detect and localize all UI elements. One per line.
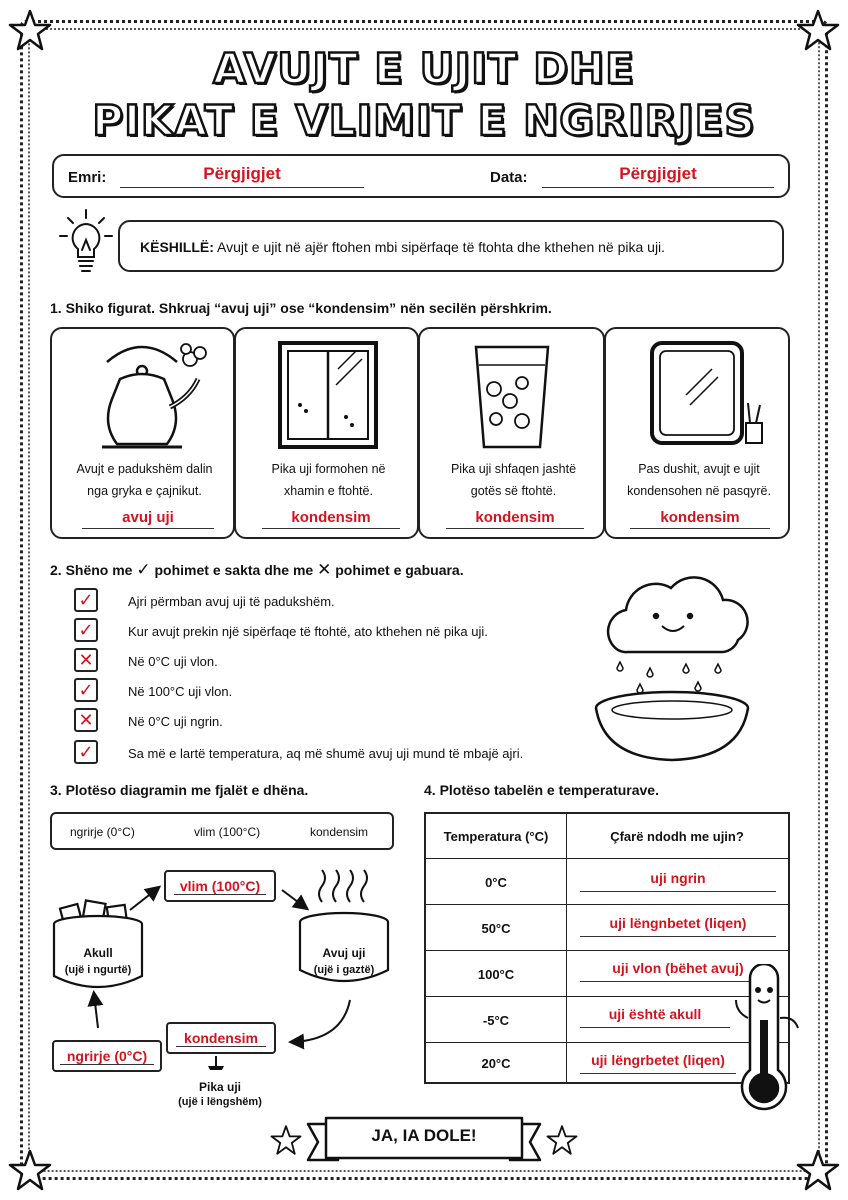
- page-title-line2: PIKAT E VLIMIT E NGRIRJES: [92, 96, 756, 145]
- q1-card-1: [50, 327, 235, 539]
- cold-glass-icon: [470, 339, 555, 454]
- diagram-condensation-answer: kondensim: [176, 1030, 266, 1047]
- q1-card-4-answer: kondensim: [660, 509, 740, 526]
- q2-statement-5: Në 0°C uji ngrin.: [128, 714, 223, 729]
- star-icon: [8, 1148, 52, 1192]
- q1-title: 1. Shiko figurat. Shkruaj “avuj uji” ose “kondensim” nën secilën përshkrim.: [50, 300, 552, 316]
- ice-label: Akull: [83, 946, 113, 960]
- table-answer-field[interactable]: [580, 870, 776, 892]
- vapor-sublabel: (ujë i gaztë): [313, 964, 375, 976]
- table-row-temp: -5°C: [482, 1012, 510, 1028]
- table-row-temp: 20°C: [481, 1055, 511, 1071]
- diagram-boil-answer: vlim (100°C): [174, 878, 266, 895]
- q2-title-part-a: 2. Shëno me: [50, 562, 133, 578]
- q1-card-1-answer: avuj uji: [122, 509, 174, 526]
- vapor-label: Avuj uji: [322, 946, 366, 960]
- q1-card-3-answer: kondensim: [475, 509, 555, 526]
- mirror-icon: [646, 339, 771, 454]
- word-bank-item: kondensim: [310, 825, 369, 839]
- q2-checkbox-2[interactable]: ✓: [74, 618, 98, 642]
- q1-card-2: [234, 327, 419, 539]
- q3-title: 3. Plotëso diagramin me fjalët e dhëna.: [50, 782, 309, 798]
- table-answer: uji vlon (bëhet avuj): [612, 960, 744, 976]
- steaming-pot-icon: [296, 864, 392, 998]
- table-header-temp: Temperatura (°C): [443, 828, 549, 844]
- q2-statement-6: Sa më e lartë temperatura, aq më shumë avuj uji mund të mbajë ajri.: [128, 746, 524, 761]
- name-date-box: [52, 154, 790, 198]
- star-icon: [270, 1124, 302, 1156]
- word-bank-item: ngrirje (0°C): [70, 825, 135, 839]
- table-answer-field[interactable]: [580, 915, 776, 937]
- diagram-freeze-answer: ngrirje (0°C): [60, 1048, 154, 1065]
- q1-card-2-answer: kondensim: [291, 509, 371, 526]
- q1-card-3: [418, 327, 605, 539]
- q1-card-1-answer-field[interactable]: [82, 509, 214, 529]
- q2-title-part-c: pohimet e gabuara.: [335, 562, 464, 578]
- q1-card-1-line2: nga gryka e çajnikut.: [87, 484, 202, 498]
- q1-card-2-answer-field[interactable]: [262, 509, 400, 529]
- footer-banner-text: JA, IA DOLE!: [371, 1126, 477, 1145]
- tip-box: [118, 220, 784, 272]
- q2-statement-2: Kur avujt prekin një sipërfaqe të ftohtë, ato kthehen në pika uji.: [128, 624, 488, 639]
- date-value: Përgjigjet: [619, 164, 697, 183]
- q1-card-4-line2: kondensohen në pasqyrë.: [627, 484, 771, 498]
- cloud-rain-bowl-icon: [588, 560, 758, 770]
- check-mark-icon: ✓: [136, 560, 151, 579]
- q1-card-3-answer-field[interactable]: [446, 509, 584, 529]
- q2-checkbox-5[interactable]: ✕: [74, 708, 98, 732]
- table-answer: uji ngrin: [650, 870, 706, 886]
- diagram-boil-field[interactable]: [164, 870, 276, 902]
- table-answer: uji lëngnbetet (liqen): [609, 915, 747, 931]
- q2-statement-3: Në 0°C uji vlon.: [128, 654, 218, 669]
- q4-title: 4. Plotëso tabelën e temperaturave.: [424, 782, 659, 798]
- table-answer-field[interactable]: [580, 1052, 736, 1074]
- word-bank-item: vlim (100°C): [194, 825, 261, 839]
- drops-sublabel: (ujë i lëngshëm): [178, 1096, 262, 1108]
- q1-card-2-line1: Pika uji formohen në: [271, 462, 386, 476]
- q1-card-3-line1: Pika uji shfaqen jashtë: [450, 462, 577, 476]
- name-label: Emri:: [68, 169, 107, 186]
- q1-card-3-line2: gotës së ftohtë.: [470, 484, 557, 498]
- tip-text: Avujt e ujit në ajër ftohen mbi sipërfaqe të ftohta dhe kthehen në pika uji.: [217, 239, 666, 255]
- q2-checkbox-4[interactable]: ✓: [74, 678, 98, 702]
- name-field[interactable]: [120, 164, 364, 188]
- ice-sublabel: (ujë i ngurtë): [64, 964, 132, 976]
- date-field[interactable]: [542, 164, 774, 188]
- q2-statement-4: Në 100°C uji vlon.: [128, 684, 233, 699]
- table-answer-field[interactable]: [580, 1006, 730, 1028]
- date-label: Data:: [490, 169, 528, 186]
- q2-checkbox-3[interactable]: ✕: [74, 648, 98, 672]
- table-row-temp: 0°C: [485, 874, 507, 890]
- star-icon: [546, 1124, 578, 1156]
- table-answer: uji është akull: [608, 1006, 702, 1022]
- lightbulb-icon: [56, 206, 116, 278]
- q1-card-4-answer-field[interactable]: [630, 509, 770, 529]
- cross-mark-icon: ✕: [317, 560, 332, 579]
- diagram-freeze-field[interactable]: [52, 1040, 162, 1072]
- page-title-line1: AVUJT E UJIT DHE: [213, 44, 635, 93]
- q2-checkbox-1[interactable]: ✓: [74, 588, 98, 612]
- table-row-temp: 50°C: [481, 920, 511, 936]
- tip-label: KËSHILLË:: [140, 239, 214, 255]
- table-row-temp: 100°C: [477, 966, 515, 982]
- name-value: Përgjigjet: [203, 164, 281, 183]
- q2-checkbox-6[interactable]: ✓: [74, 740, 98, 764]
- q2-title-part-b: pohimet e sakta dhe me: [154, 562, 314, 578]
- q2-statement-1: Ajri përmban avuj uji të padukshëm.: [128, 594, 335, 609]
- word-bank: [50, 812, 394, 850]
- window-icon: [276, 339, 381, 454]
- diagram-condensation-field[interactable]: [166, 1022, 276, 1054]
- kettle-icon: [82, 337, 212, 457]
- star-icon: [796, 1148, 840, 1192]
- table-header-what: Çfarë ndodh me ujin?: [610, 828, 744, 844]
- thermometer-icon: [726, 964, 812, 1120]
- q2-title: [50, 560, 464, 580]
- q1-card-4-line1: Pas dushit, avujt e ujit: [638, 462, 760, 476]
- q1-card-2-line2: xhamin e ftohtë.: [284, 484, 373, 498]
- q1-card-1-line1: Avujt e padukshëm dalin: [76, 462, 213, 476]
- q1-card-4: [604, 327, 790, 539]
- table-answer: uji lëngrbetet (liqen): [591, 1052, 725, 1068]
- drops-label: Pika uji: [198, 1080, 242, 1094]
